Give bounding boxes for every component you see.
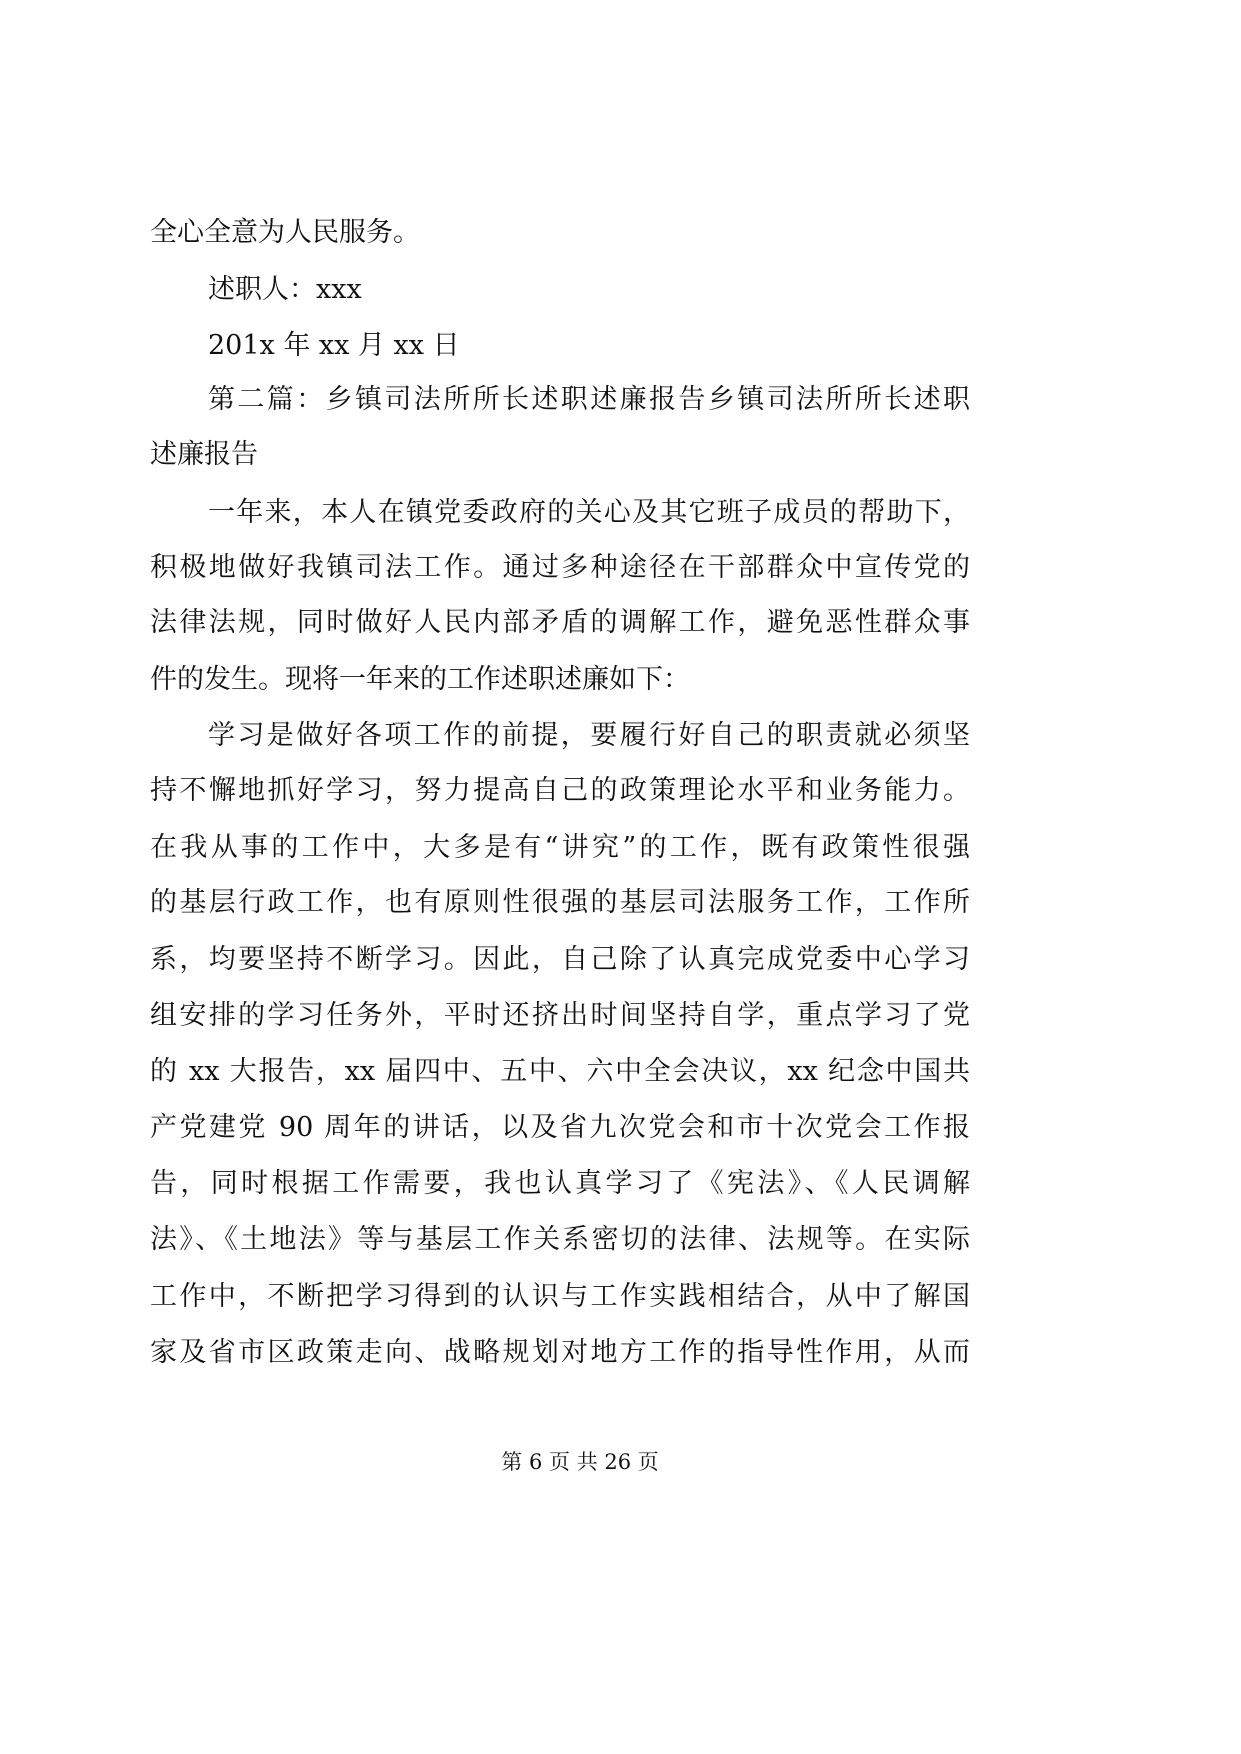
text-line: 全心全意为人民服务。 <box>150 217 420 248</box>
text-line: 的基层行政工作，也有原则性很强的基层司法服务工作，工作所 <box>150 887 970 918</box>
text-line: 学习是做好各项工作的前提，要履行好自己的职责就必须坚 <box>208 720 970 751</box>
text-line: 积极地做好我镇司法工作。通过多种途径在干部群众中宣传党的 <box>150 552 970 583</box>
text-line: 持不懈地抓好学习，努力提高自己的政策理论水平和业务能力。 <box>150 775 970 806</box>
text-line: 告，同时根据工作需要，我也认真学习了《宪法》、《人民调解 <box>150 1168 970 1199</box>
text-line: 家及省市区政策走向、战略规划对地方工作的指导性作用，从而 <box>150 1337 970 1368</box>
text-line: 法律法规，同时做好人民内部矛盾的调解工作，避免恶性群众事 <box>150 607 970 638</box>
section-title-cont: 述廉报告 <box>150 439 258 470</box>
text-line: 工作中，不断把学习得到的认识与工作实践相结合，从中了解国 <box>150 1281 970 1312</box>
text-line: 一年来，本人在镇党委政府的关心及其它班子成员的帮助下， <box>208 497 970 528</box>
text-line: 产党建党 90 周年的讲话，以及省九次党会和市十次党会工作报 <box>150 1112 970 1143</box>
signature-line: 述职人：xxx <box>208 274 362 305</box>
text-line: 法》、《土地法》等与基层工作关系密切的法律、法规等。在实际 <box>150 1224 970 1255</box>
text-line: 组安排的学习任务外，平时还挤出时间坚持自学，重点学习了党 <box>150 1000 970 1031</box>
text-line: 系，均要坚持不断学习。因此，自己除了认真完成党委中心学习 <box>150 944 970 975</box>
section-title: 第二篇：乡镇司法所所长述职述廉报告乡镇司法所所长述职 <box>208 384 970 415</box>
date-line: 201x 年 xx 月 xx 日 <box>208 330 460 361</box>
text-line: 在我从事的工作中，大多是有“讲究”的工作，既有政策性很强 <box>150 832 970 863</box>
text-line: 的 xx 大报告，xx 届四中、五中、六中全会决议，xx 纪念中国共 <box>150 1056 970 1087</box>
page-footer: 第 6 页 共 26 页 <box>501 1450 659 1474</box>
text-line: 件的发生。现将一年来的工作述职述廉如下： <box>150 664 690 695</box>
